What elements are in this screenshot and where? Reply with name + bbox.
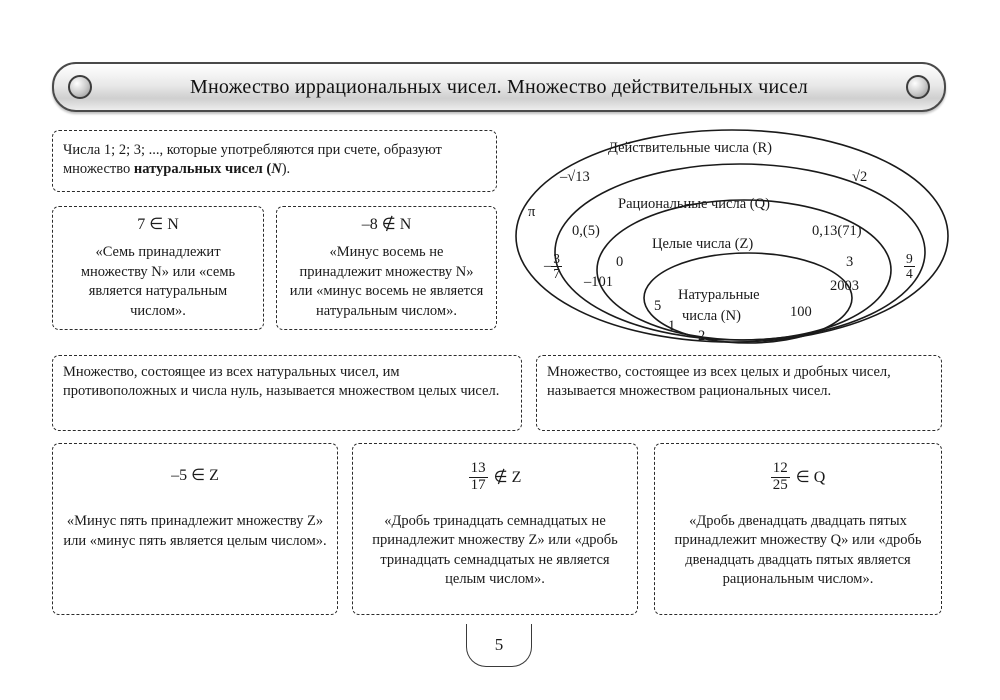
circle-ornament-icon: [906, 75, 930, 99]
example-minus-five-in-z-box: [52, 443, 338, 615]
formula-frac-12-25-in-q: [665, 461, 931, 494]
fraction-13-17: $\frac{13}{17}$: [470, 460, 486, 493]
relation-in-q: ∈ Q: [795, 468, 826, 486]
natural-definition-box: [52, 130, 497, 192]
minus-sign: –: [544, 258, 552, 275]
example-seven-in-n-box: [52, 206, 264, 330]
natural-definition-bold: натуральных чисел (N: [133, 161, 282, 178]
venn-label-rational: Рациональные числа (Q): [618, 196, 770, 212]
venn-item-zero: 0: [616, 254, 624, 270]
venn-item-five: 5: [654, 298, 662, 314]
venn-item-nine-fourths: $\frac{9}{4}$: [906, 251, 913, 282]
formula-minus-eight-notin-n: –8 ∉ N: [361, 216, 412, 233]
quote-frac-12-25-in-q: «Дробь двенадцать двадцать пятых принадлежит множеству Q» или «дробь двенадцать двадцать пятых является рациональным числом».: [674, 512, 922, 588]
integers-definition-box: Множество, состоящее из всех натуральных чисел, им противоположных и числа нуль, называется множеством целых чисел.: [52, 355, 522, 431]
quote-frac-13-17-notin-z: «Дробь тринадцать семнадцатых не принадлежит множеству Z» или «дробь тринадцать семнадцатых не является целым числом».: [372, 512, 618, 588]
quote-minus-eight-notin-n: «Минус восемь не принадлежит множеству N» или «минус восемь не является натуральным числом».: [289, 244, 484, 319]
natural-definition-tail: ).: [281, 161, 291, 178]
venn-item-minus-sqrt-13: –√13: [560, 169, 590, 185]
venn-item-hundred: 100: [790, 304, 812, 320]
venn-item-2003: 2003: [830, 278, 859, 294]
fraction-12-25: $\frac{12}{25}$: [772, 460, 788, 493]
formula-seven-in-n: 7 ∈ N: [137, 216, 179, 233]
quote-minus-five-in-z: «Минус пять принадлежит множеству Z» или «минус пять является целым числом».: [63, 513, 327, 549]
example-frac-13-17-notin-z-box: [352, 443, 638, 615]
venn-item-pi: π: [528, 204, 536, 220]
venn-item-one: 1: [668, 318, 676, 334]
page-title: Множество иррациональных чисел. Множество действительных чисел: [190, 75, 808, 98]
fraction-3-7: $\frac{3}{7}$: [553, 251, 560, 282]
venn-item-minus-three-sevenths: [544, 252, 562, 281]
venn-label-real: Действительные числа (R): [608, 140, 772, 156]
venn-item-minus-101: –101: [584, 274, 613, 290]
venn-label-integer: Целые числа (Z): [652, 236, 754, 252]
venn-item-three: 3: [846, 254, 854, 270]
venn-diagram: [512, 126, 952, 346]
venn-item-0-5-period: 0,(5): [572, 223, 600, 239]
page-title-banner: [52, 62, 946, 112]
venn-item-sqrt-2: √2: [852, 169, 868, 185]
natural-definition-lead: Числа 1; 2; 3; ..., которые употребляются при счете, образуют множество: [63, 142, 442, 178]
quote-seven-in-n: «Семь принадлежит множеству N» или «семь является натуральным числом».: [80, 244, 236, 319]
formula-frac-13-17-notin-z: [363, 461, 627, 494]
venn-label-natural-line1: Натуральные: [678, 287, 760, 303]
circle-ornament-icon: [68, 75, 92, 99]
example-minus-eight-notin-n-box: [276, 206, 497, 330]
venn-item-two: 2: [698, 328, 706, 344]
relation-notin-z: ∉ Z: [493, 468, 522, 486]
venn-item-0-13-71: 0,13(71): [812, 223, 862, 239]
rationals-definition-box: Множество, состоящее из всех целых и дробных чисел, называется множеством рациональных чисел.: [536, 355, 942, 431]
formula-minus-five-in-z: –5 ∈ Z: [171, 467, 219, 484]
venn-label-natural-line2: числа (N): [682, 308, 741, 324]
page-number: 5: [466, 624, 532, 667]
example-frac-12-25-in-q-box: [654, 443, 942, 615]
